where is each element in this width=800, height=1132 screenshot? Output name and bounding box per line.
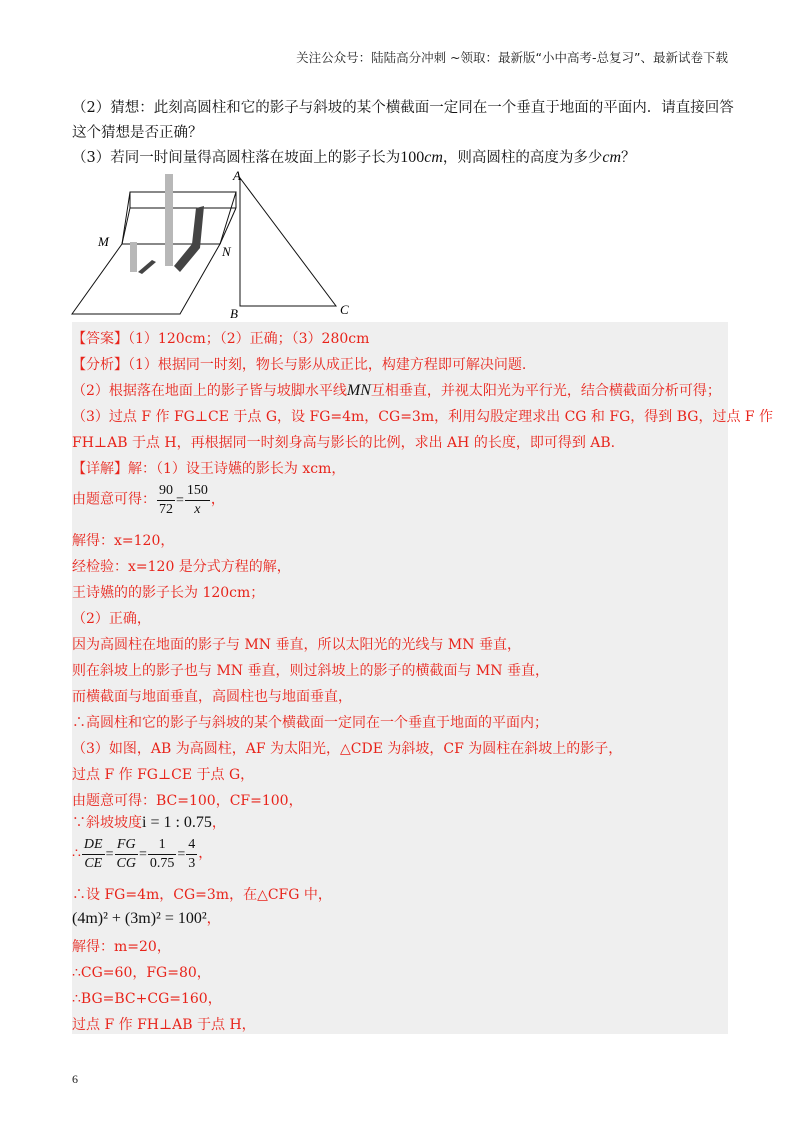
frac1-num: 90 [157,482,175,501]
detail-line-1 [72,458,345,478]
question-3-mid: ，则高圆柱的高度为多少 [442,150,603,166]
ratio-equation: $\frac{90}{72}$ = $\frac{150}{x}$ [159,483,208,517]
detail-line-19: ∴CG=60，FG=80， [72,965,211,981]
detail-line-20: ∴BG=BC+CG=160， [72,991,222,1007]
analysis-line-3: （3）过点 F 作 FG⊥CE 于点 G，设 FG=4m，CG=3m，利用勾股定理求出 CG 和 FG，得到 BG，过点 F 作 [72,409,774,425]
detail-line-12: 过点 F 作 FG⊥CE 于点 G， [72,767,255,783]
analysis-line-1 [72,354,526,374]
detail-line-5: 王诗嬿的的影子长为 120cm； [72,585,265,601]
question-2-line-2: 这个猜想是否正确？ [72,125,203,141]
detail-text-14-post: ， [211,815,226,831]
label-a: A [233,168,241,183]
frac2-num: 150 [185,482,210,501]
question-2-line-1: （2）猜想：此刻高圆柱和它的影子与斜坡的某个横截面一定同在一个垂直于地面的平面内．请直接回答 [72,100,734,116]
label-b: B [230,306,238,320]
detail-text-2-post: ， [210,491,225,508]
question-3-unit: cm [424,149,443,166]
question-3-pre: （3）若同一时间量得高圆柱落在坡面上的影子长为 [72,150,401,166]
frac-four: 4 [186,836,197,855]
analysis-line-4: FH⊥AB 于点 H，再根据同一时刻身高与影长的比例，求出 AH 的长度，即可得到 AB. [72,435,616,451]
page-header: 关注公众号：陆陆高分冲刺 ~领取：最新版“小中高考-总复习”、最新试卷下载 [296,50,728,65]
analysis-line-2 [72,380,721,400]
detail-line-7: 因为高圆柱在地面的影子与 MN 垂直，所以太阳光的光线与 MN 垂直， [72,637,521,653]
detail-tag: 【详解】 [72,461,128,477]
analysis-text-2-post: 互相垂直，并视太阳光为平行光，结合横截面分析可得； [370,383,721,399]
slope-edge-5 [122,208,130,244]
detail-text-2-pre: 由题意可得： [72,491,156,508]
detail-line-15 [72,836,212,873]
detail-line-8: 则在斜坡上的影子也与 MN 垂直，则过斜坡上的影子的横截面与 MN 垂直， [72,663,549,679]
question-3-unit-2: cm [602,149,622,166]
detail-line-17 [72,908,221,928]
detail-line-11: （3）如图，AB 为高圆柱，AF 为太阳光，△CDE 为斜坡，CF 为圆柱在斜坡上的影子， [72,741,623,757]
frac2-den: x [194,502,201,517]
answer-tag: 【答案】 [72,331,128,347]
answer-text: （1）120cm；（2）正确；（3）280cm [128,331,370,347]
detail-line-16: ∴设 FG=4m，CG=3m，在△CFG 中， [72,887,332,903]
page-number: 6 [72,1072,78,1086]
frac-075: 0.75 [149,856,175,871]
pythagoras-equation: (4m)² + (3m)² = 100² [72,910,207,927]
analysis-text-1: （1）根据同一时刻，物长与影从成正比，构建方程即可解决问题. [128,357,527,373]
detail-line-9: 而横截面与地面垂直，高圆柱也与地面垂直， [72,689,352,705]
frac-three: 3 [188,856,196,871]
question-3 [72,146,636,167]
analysis-tag: 【分析】 [72,357,128,373]
detail-line-3: 解得：x=120， [72,533,175,549]
slope-edge-2 [220,208,236,244]
label-c: C [340,302,349,317]
detail-line-10: ∴高圆柱和它的影子与斜坡的某个横截面一定同在一个垂直于地面的平面内； [72,715,548,731]
slope-top [122,192,236,244]
detail-line-4: 经检验：x=120 是分式方程的解， [72,559,291,575]
frac-ce: CE [84,856,103,871]
question-3-end: ？ [621,150,636,166]
answer-line [72,328,369,348]
question-3-value: 100 [400,149,425,166]
detail-line-13: 由题意可得：BC=100，CF=100， [72,793,303,809]
label-m: M [98,234,109,249]
detail-text-14-pre: ∵斜坡坡度 [72,815,142,831]
detail-text-1: 解：（1）设王诗嬿的影长为 xcm， [128,461,346,477]
small-pole-shadow [138,260,156,274]
label-n: N [222,244,231,259]
slope-ratio: i = 1 : 0.75 [142,814,212,831]
detail-line-2 [72,482,225,519]
detail-line-21: 过点 F 作 FH⊥AB 于点 H， [72,1017,256,1033]
detail-text-15-post: ， [198,845,213,862]
triangle-abc [240,178,336,306]
frac1-den: 72 [159,502,173,517]
tall-pole-shadow [174,206,204,272]
detail-text-17-post: ， [206,911,221,927]
ratio-chain: $\frac{DE}{CE}$ = $\frac{FG}{CG}$ = $\frac{1}{0.75}$ = $\frac{4}{3}$ [83,837,196,871]
geometry-figure [70,168,370,320]
analysis-text-2-pre: （2）根据落在地面上的影子皆与坡脚水平线 [72,383,347,399]
small-pole [130,242,137,272]
tall-pole [165,174,173,266]
detail-text-15-pre: ∴ [72,845,81,862]
analysis-mn: MN [346,382,371,399]
detail-line-14 [72,812,226,832]
frac-cg: CG [116,856,136,871]
detail-line-18: 解得：m=20， [72,939,171,955]
detail-line-6: （2）正确， [72,611,151,627]
frac-de: DE [82,836,105,855]
frac-fg: FG [115,836,138,855]
ground-plane [72,244,220,314]
frac-one: 1 [148,836,177,855]
